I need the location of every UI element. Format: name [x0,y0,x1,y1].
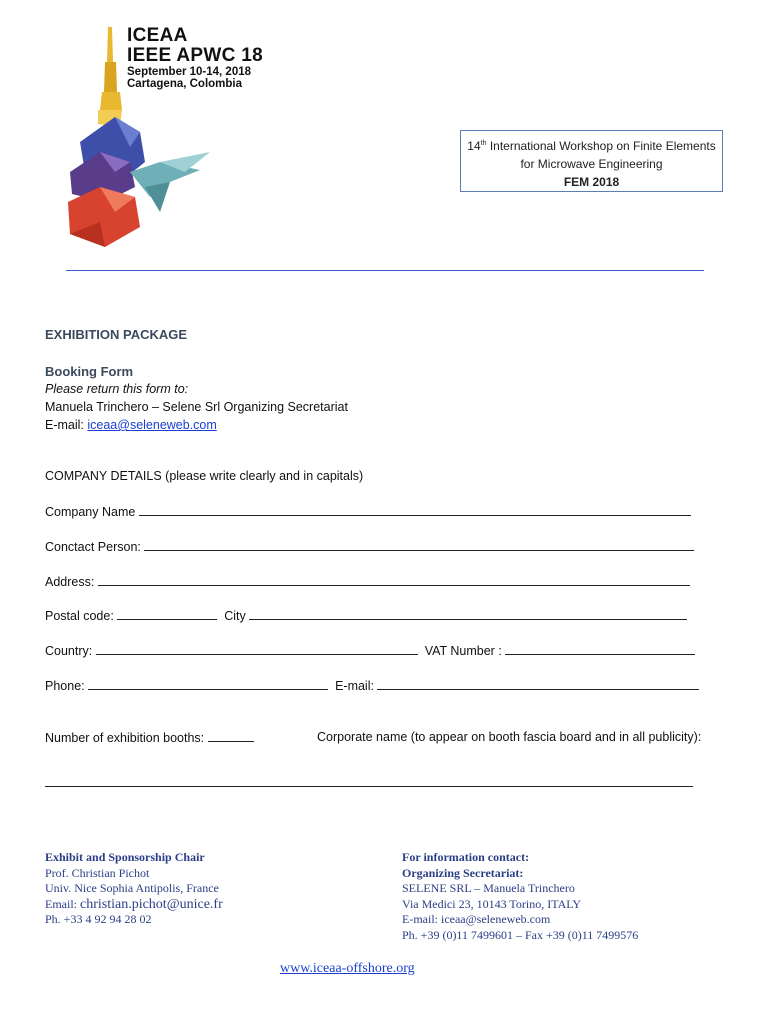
secretariat-address: Via Medici 23, 10143 Torino, ITALY [402,896,582,911]
corporate-name-label: Corporate name (to appear on booth fascia board and in all publicity): [317,730,702,744]
return-email-link[interactable]: iceaa@seleneweb.com [87,418,217,432]
booths-field[interactable] [208,730,254,742]
postal-code-field[interactable] [117,608,217,620]
secretariat-phone: Ph. +39 (0)11 7499601 – Fax +39 (0)11 7499576 [402,927,639,942]
country-vat-row: Country: VAT Number : [45,643,695,658]
company-name-field[interactable] [139,504,691,516]
logo-line-dates: September 10-14, 2018 [127,65,252,78]
chair-affiliation: Univ. Nice Sophia Antipolis, France [45,881,219,895]
info-contact-title: For information contact: [402,850,530,864]
workshop-line-3: FEM 2018 [563,175,620,189]
workshop-info-box [460,130,723,192]
chair-title: Exhibit and Sponsorship Chair [45,850,205,864]
booths-row: Number of exhibition booths: [45,730,254,745]
city-field[interactable] [249,608,687,620]
logo-line-iceaa: ICEAA [127,25,188,46]
address-field[interactable] [98,574,690,586]
company-name-row: Company Name [45,504,691,519]
return-email-line: E-mail: iceaa@seleneweb.com [45,418,217,432]
chair-phone: Ph. +33 4 92 94 28 02 [45,912,152,926]
secretariat-org: SELENE SRL – Manuela Trinchero [402,881,575,895]
chair-email[interactable]: christian.pichot@unice.fr [80,896,223,912]
country-field[interactable] [96,643,418,655]
footer-secretariat-block [402,850,638,943]
return-contact: Manuela Trinchero – Selene Srl Organizing Secretariat [45,400,348,414]
secretariat-title: Organizing Secretariat: [402,865,524,880]
return-note: Please return this form to: [45,382,189,396]
header-divider [66,270,704,271]
chair-email-line: Email: christian.pichot@unice.fr [45,896,223,912]
workshop-line-2: for Microwave Engineering [520,157,663,171]
footer-chair-block [45,850,223,928]
company-details-heading: COMPANY DETAILS (please write clearly and in capitals) [45,469,364,483]
logo-line-location: Cartagena, Colombia [127,77,243,90]
secretariat-email[interactable]: E-mail: iceaa@seleneweb.com [402,912,551,926]
email-field[interactable] [377,678,699,690]
booking-title: Booking Form [45,364,134,379]
website-link[interactable]: www.iceaa-offshore.org [280,961,415,976]
phone-email-row: Phone: E-mail: [45,678,699,693]
logo-text [127,26,263,90]
postal-city-row: Postal code: City [45,608,687,623]
section-title: EXHIBITION PACKAGE [45,327,188,342]
corporate-name-field[interactable] [45,786,693,787]
workshop-line-1: 14th International Workshop on Finite Elements [467,139,716,153]
chair-name: Prof. Christian Pichot [45,865,150,880]
phone-field[interactable] [88,678,328,690]
contact-person-row: Conctact Person: [45,539,694,554]
address-row: Address: [45,574,690,589]
vat-field[interactable] [505,643,695,655]
logo-line-apwc: IEEE APWC 18 [127,44,263,66]
contact-person-field[interactable] [144,539,694,551]
